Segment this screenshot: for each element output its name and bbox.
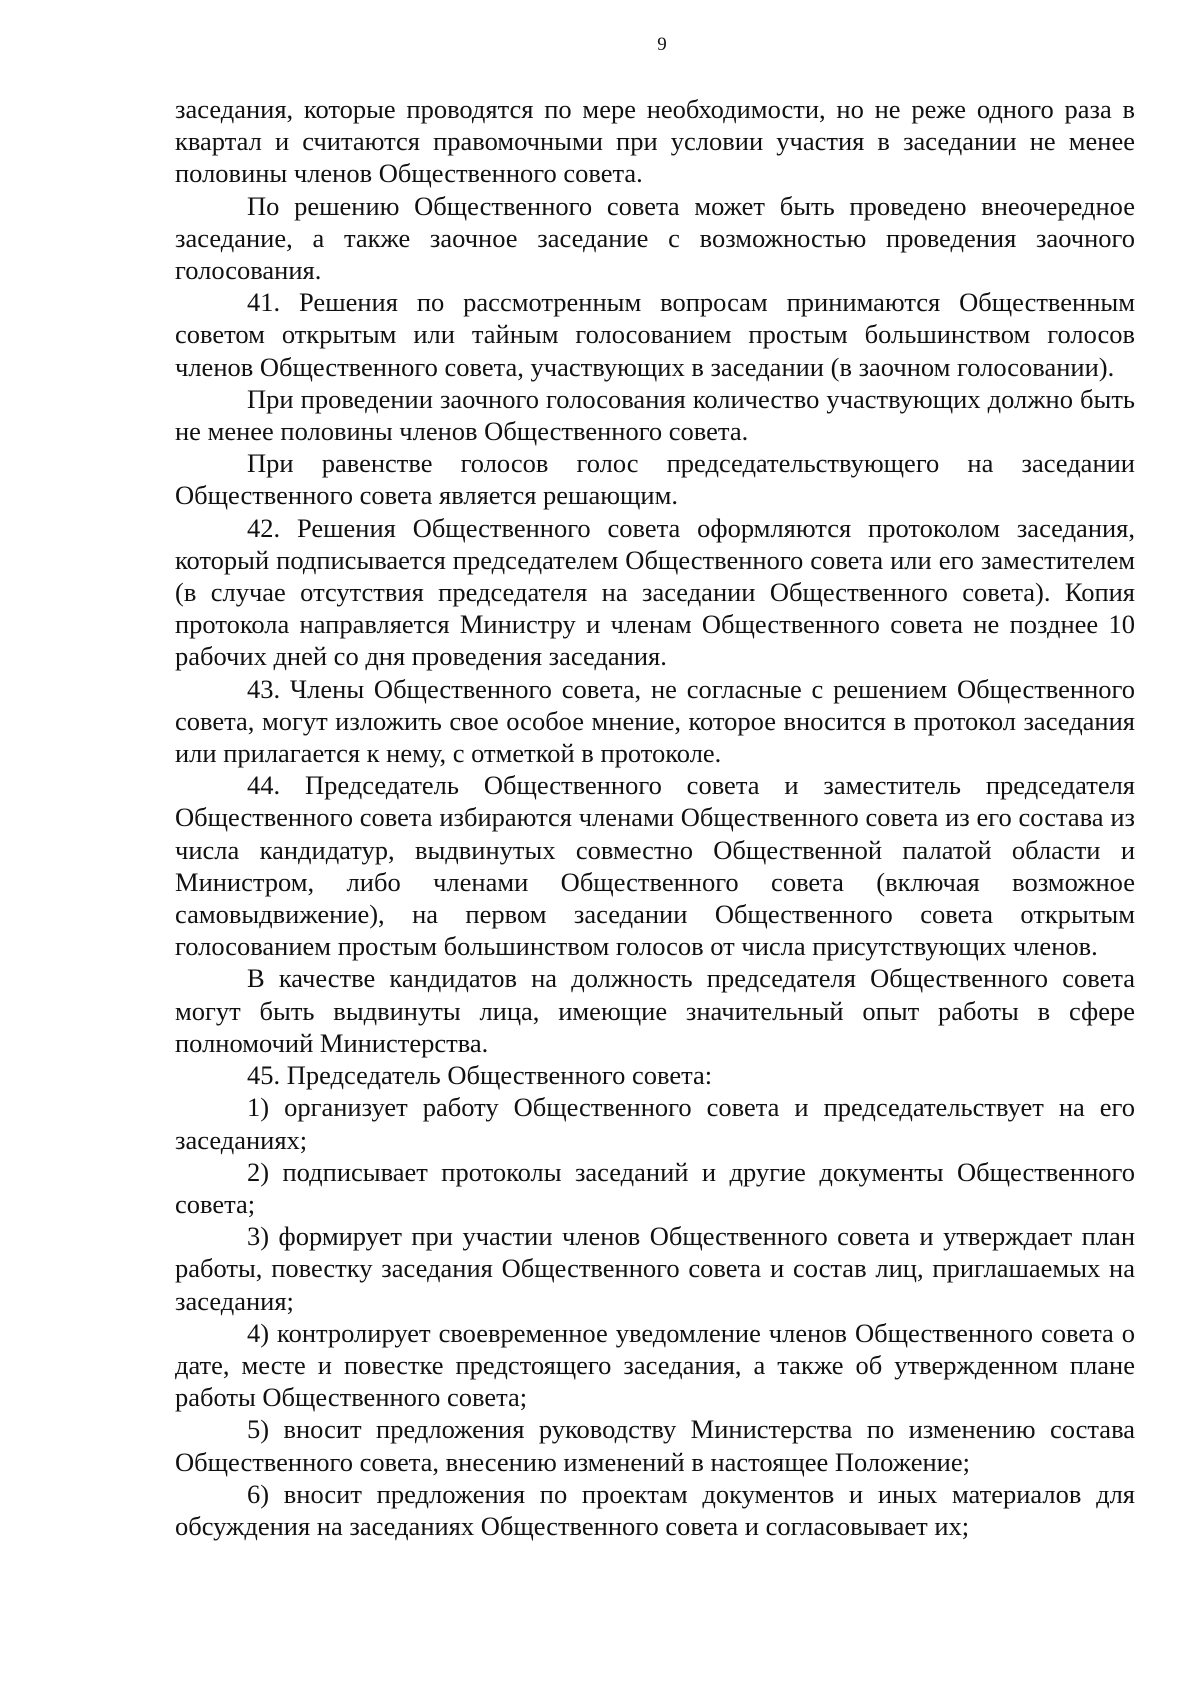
paragraph-chair-candidates: В качестве кандидатов на должность председателя Общественного совета могут быть выдвинуты лица, имеющие значительный опыт работы в сфере полномочий Министерства. (175, 963, 1135, 1058)
list-item-3: 3) формирует при участии членов Общественного совета и утверждает план работы, повестку заседания Общественного совета и состав лиц, приглашаемых на заседания; (175, 1221, 1135, 1316)
list-item-6: 6) вносит предложения по проектам документов и иных материалов для обсуждения на заседаниях Общественного совета и согласовывает их; (175, 1478, 1135, 1541)
paragraph-continuation: заседания, которые проводятся по мере необходимости, но не реже одного раза в квартал и считаются правомочными при условии участия в заседании не менее половины членов Общественного совета. (175, 94, 1135, 189)
paragraph-item-45: 45. Председатель Общественного совета: (247, 1060, 713, 1091)
list-item-4: 4) контролирует своевременное уведомление членов Общественного совета о дате, месте и повестке предстоящего заседания, а также об утвержденном плане работы Общественного совета; (175, 1317, 1135, 1413)
paragraph-absentee-voting: При проведении заочного голосования количество участвующих должно быть не менее половины членов Общественного совета. (175, 383, 1135, 447)
paragraph-item-43: 43. Члены Общественного совета, не согласные с решением Общественного совета, могут изложить свое особое мнение, которое вносится в протокол заседания или прилагается к нему, с отметкой в протоколе. (175, 673, 1135, 769)
page-number: 9 (657, 34, 667, 55)
list-item-1: 1) организует работу Общественного совета и председательствует на его заседаниях; (175, 1092, 1135, 1155)
list-item-2: 2) подписывает протоколы заседаний и другие документы Общественного совета; (175, 1156, 1135, 1219)
list-item-5: 5) вносит предложения руководству Министерства по изменению состава Общественного совета, внесению изменений в настоящее Положение; (175, 1414, 1135, 1477)
paragraph-item-44: 44. Председатель Общественного совета и заместитель председателя Общественного совета избираются членами Общественного совета из его состава из числа кандидатур, выдвинутых совместно Общественной палатой области и Министром, либо членами Общественного совета (включая возможное самовыдвижение), на первом заседании Общественного совета открытым голосованием простым большинством голосов от числа присутствующих членов. (175, 770, 1135, 962)
paragraph-tie-vote: При равенстве голосов голос председательствующего на заседании Общественного совета является решающим. (175, 448, 1135, 511)
document-body (175, 93, 1135, 1542)
paragraph-item-42: 42. Решения Общественного совета оформляются протоколом заседания, который подписывается председателем Общественного совета или его заместителем (в случае отсутствия председателя на заседании Общественного совета). Копия протокола направляется Министру и членам Общественного совета не позднее 10 рабочих дней со дня проведения заседания. (175, 512, 1135, 672)
paragraph-item-41: 41. Решения по рассмотренным вопросам принимаются Общественным советом открытым или тайным голосованием простым большинством голосов членов Общественного совета, участвующих в заседании (в заочном голосовании). (175, 287, 1135, 382)
paragraph-extraordinary-meeting: По решению Общественного совета может быть проведено внеочередное заседание, а также заочное заседание с возможностью проведения заочного голосования. (175, 190, 1135, 286)
